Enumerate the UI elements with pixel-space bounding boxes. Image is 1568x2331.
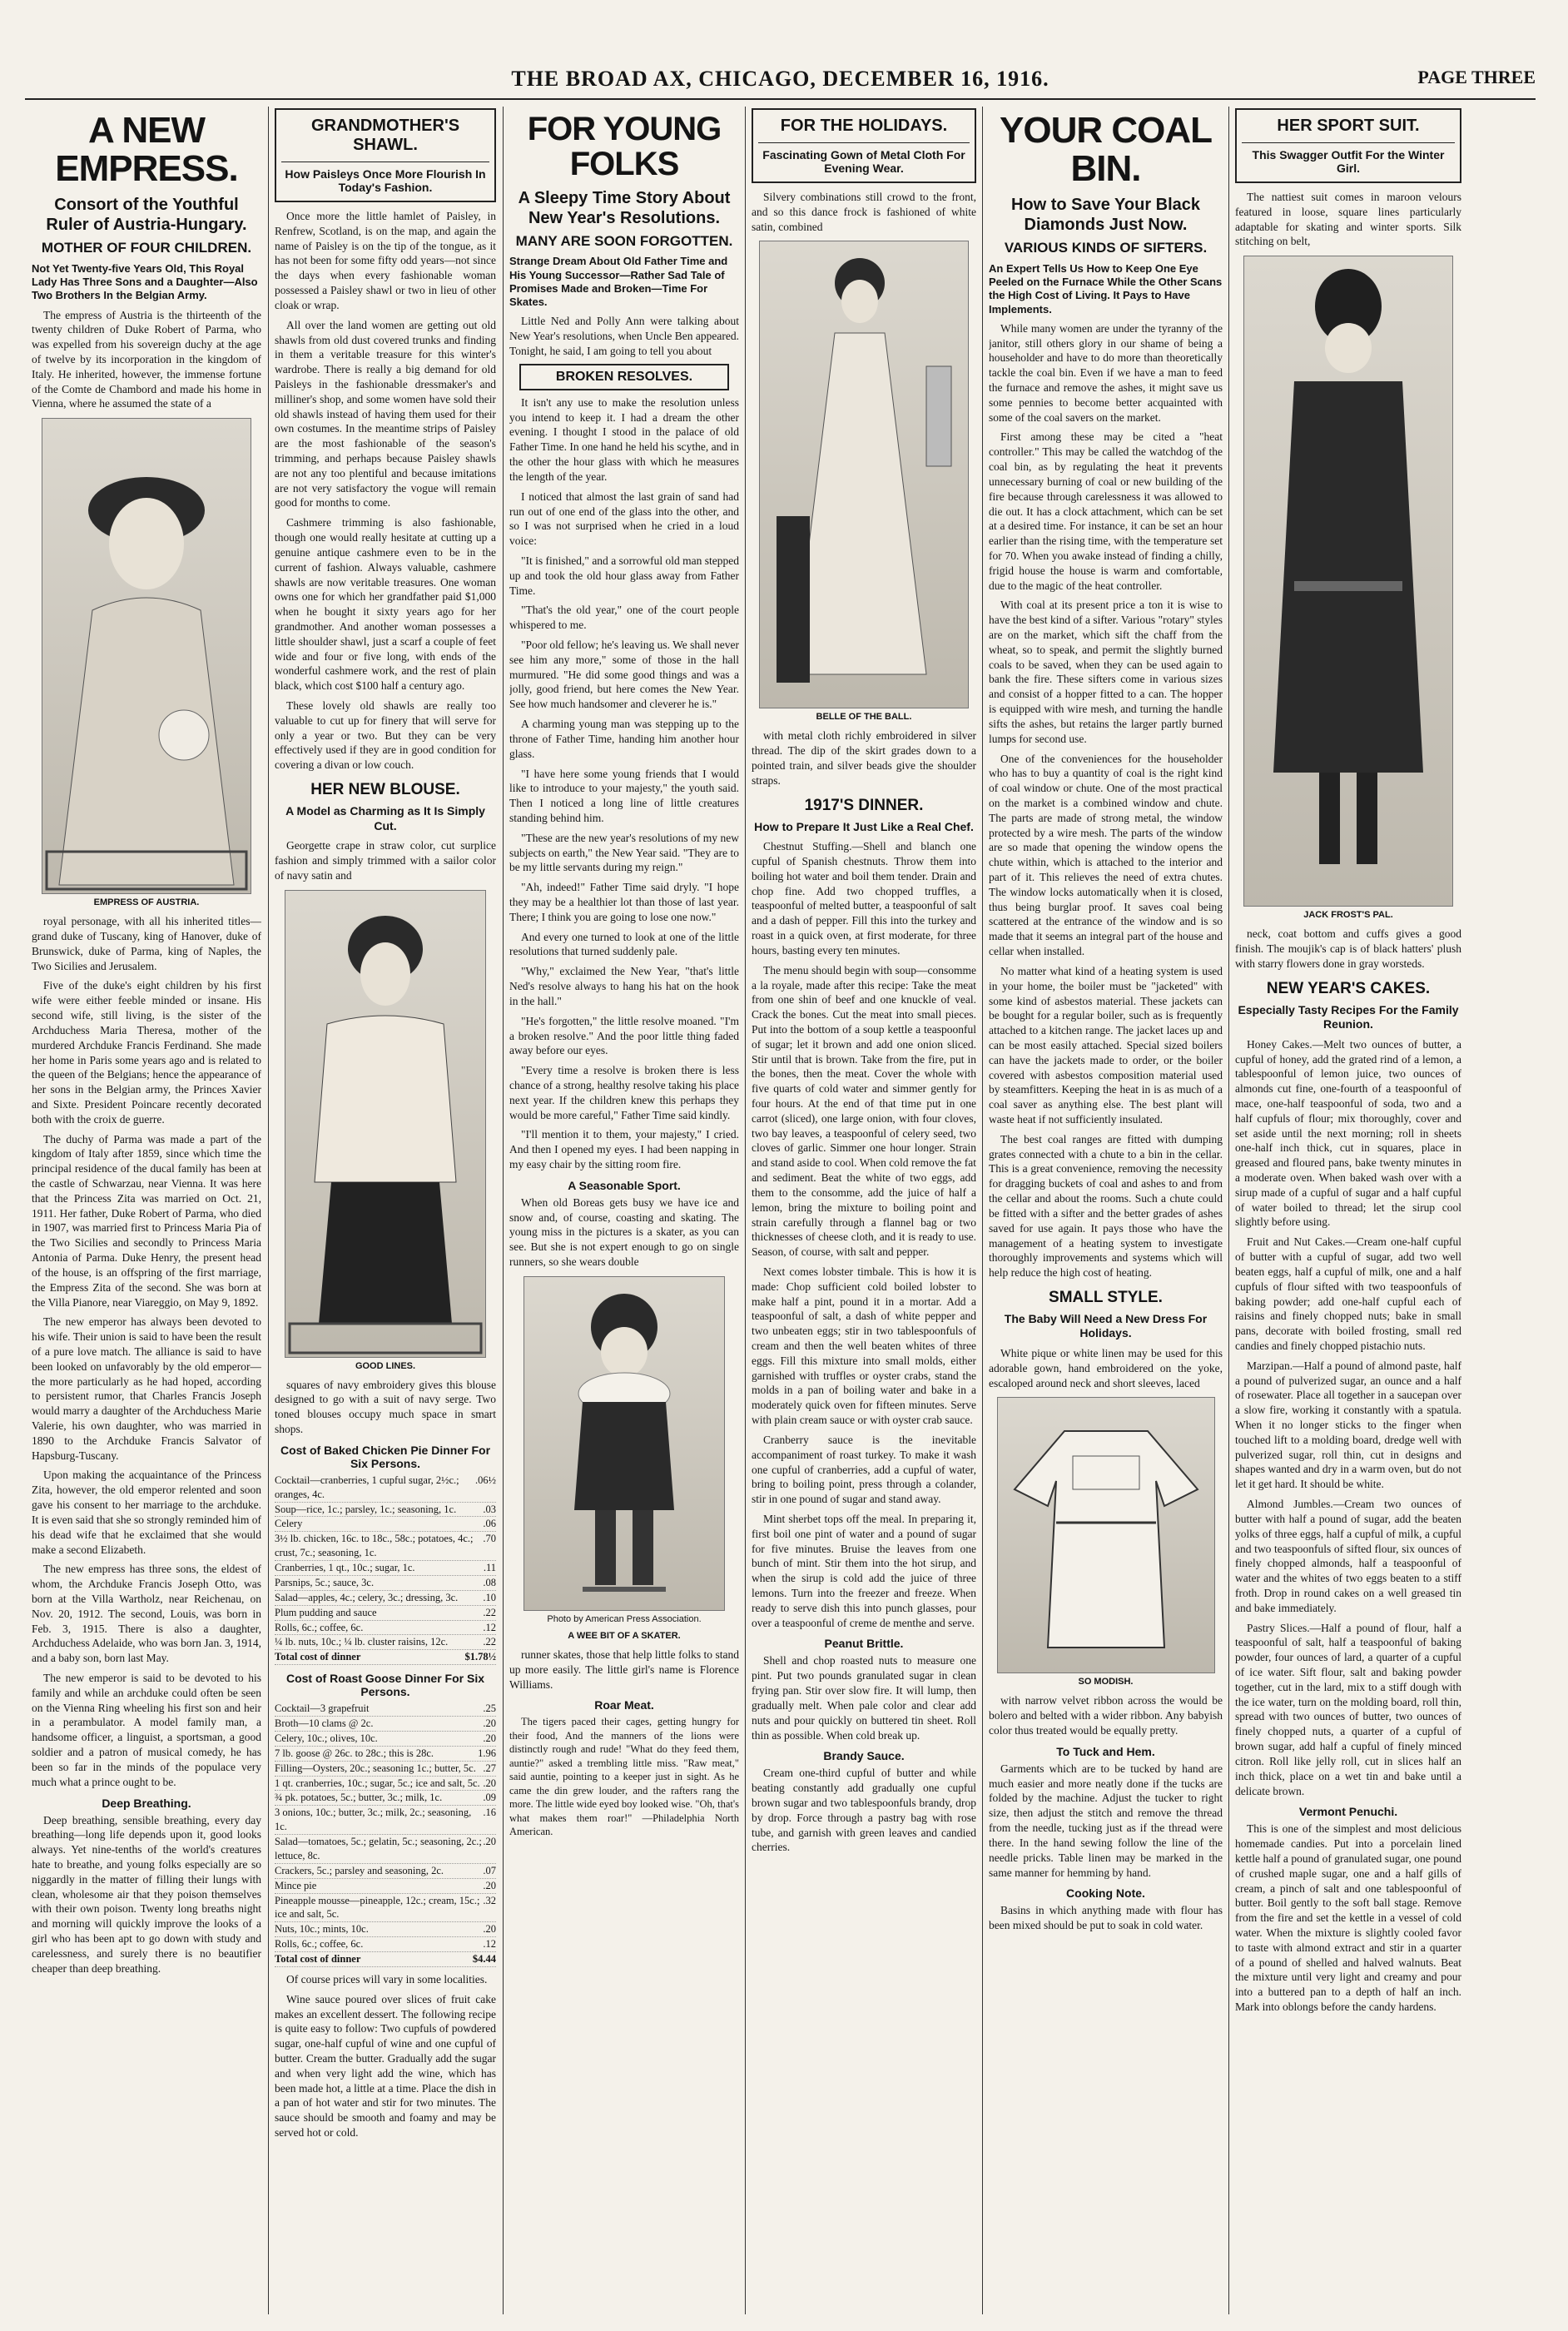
paragraph: Cream one-third cupful of butter and while beating constantly add gradually one cupful brown sugar and two tablespoonfuls brandy, drop by drop. Force through a pastry bag with rose tube, and garnish with green leaves and candied cherries. bbox=[752, 1767, 976, 1854]
paragraph: with narrow velvet ribbon across the would be bolero and belted with a wider ribbon. Any babyish color thus treated would be equally pretty. bbox=[989, 1694, 1223, 1737]
paragraph: And every one turned to look at one of the little resolutions that turned suddenly pale. bbox=[509, 930, 739, 958]
table-row bbox=[275, 1894, 496, 1923]
caption: EMPRESS OF AUSTRIA. bbox=[93, 897, 200, 908]
subheading: A Seasonable Sport. bbox=[568, 1178, 681, 1192]
item-cost: 1.96 bbox=[478, 1747, 496, 1759]
evening-gown-image bbox=[759, 241, 969, 708]
paragraph: "I have here some young friends that I would like to introduce to your majesty," the youth said. Then I noticed a long line of little creatures standing behind him. bbox=[509, 767, 739, 824]
baby-dress-image bbox=[997, 1397, 1215, 1673]
paragraph: The new empress has three sons, the eldest of whom, the Archduke Francis Joseph Otto, was born at the Villa Wartholz, near Reichenau, on Nov. 20, 1912. The second, Louis, was born in Feb. 3, 1915. There is also a daughter, Archduchess Adelaide, who was born Jan. 3, 1914, and a baby son, born last May. bbox=[32, 1563, 261, 1665]
total-cost: $1.78½ bbox=[464, 1651, 496, 1663]
column-rule bbox=[982, 107, 983, 2314]
paragraph: The new emperor is said to be devoted to his family and while an archduke could often be seen on the Vienna Ring wheeling his first son and heir in a perambulator. A model family man, a handsome officer, a linguist, a sportsman, a good soldier and a patron of musical comedy, he has been so far in the minds of the populace very much what a prince ought to be. bbox=[32, 1672, 261, 1788]
paragraph: Georgette crape in straw color, cut surplice fashion and simply trimmed with a sailor color of navy satin and bbox=[275, 839, 496, 882]
headline-her-sport-suit: HER SPORT SUIT. bbox=[1277, 117, 1420, 135]
deck: This Swagger Outfit For the Winter Girl. bbox=[1242, 142, 1455, 175]
paragraph: Marzipan.—Half a pound of almond paste, half a pound of pulverized sugar, an ounce and a half of rosewater. Place all together in a saucepan over a slow fire, working it constantly with a spatula. When it no longer sticks to the finger when touched lift to a molding board, dredge well with pulverized sugar, roll thin, cut in designs and shapes wanted and dry in a warm oven, but do not let it get hard. It should be white. bbox=[1235, 1359, 1461, 1491]
empress-portrait-image bbox=[42, 418, 251, 894]
deck: MANY ARE SOON FORGOTTEN. bbox=[515, 233, 733, 249]
item-cost: .07 bbox=[483, 1864, 496, 1876]
paragraph: squares of navy embroidery gives this blouse designed to go with a suit of navy serge. Two toned blouses occupy much space in smart shops. bbox=[275, 1378, 496, 1435]
item-name: Broth—10 clams @ 2c. bbox=[275, 1717, 374, 1729]
headline-box bbox=[1235, 108, 1461, 183]
paragraph: royal personage, with all his inherited titles—grand duke of Tuscany, king of Hanover, duke of Brunswick, duke of Parma, king of Naples, the Two Sicilies and Jerusalem. bbox=[32, 915, 261, 972]
paragraph: neck, coat bottom and cuffs gives a good finish. The moujik's cap is of black hatters' plush with starry flowers done in gray worsteds. bbox=[1235, 927, 1461, 970]
item-cost: .20 bbox=[483, 1777, 496, 1789]
deck: Fascinating Gown of Metal Cloth For Evening Wear. bbox=[758, 142, 970, 175]
item-name: Filling—Oysters, 20c.; seasoning 1c.; butter, 5c. bbox=[275, 1762, 476, 1774]
column-1 bbox=[32, 107, 261, 2314]
item-name: Mince pie bbox=[275, 1879, 317, 1891]
paragraph: Of course prices will vary in some localities. bbox=[286, 1972, 488, 1986]
paragraph: While many women are under the tyranny of the janitor, still others glory in our shame of being a householder and have to do more than theoretically tackle the coal bin. Even if we have a man to feed the furnace and remove the ashes, it might save us some pennies to become better acquainted with some of the coal savers on the market. bbox=[989, 321, 1223, 424]
item-cost: .06½ bbox=[475, 1474, 496, 1486]
item-cost: .25 bbox=[483, 1702, 496, 1715]
subheading: Brandy Sauce. bbox=[823, 1749, 905, 1763]
paragraph: with metal cloth richly embroidered in silver thread. The dip of the skirt grades down to a pointed train, and silver beads give the shoulder straps. bbox=[752, 729, 976, 787]
poem: The tigers paced their cages, getting hungry for their food, And the manners of the lions were distinctly rough and rude! "What do they feed them, auntie?" asked a trembling little miss. "Raw meat," said auntie, pointing to a keeper just in sight. As he came the din grew louder, and the rafters rang the more. The little wide eyed boy looked wise. "Oh, that's what makes them roar!" —Philadelphia North American. bbox=[509, 1716, 739, 1838]
deck: How Paisleys Once More Flourish In Today's Fashion. bbox=[281, 162, 489, 194]
subheading: 1917'S DINNER. bbox=[804, 796, 924, 814]
item-name: ¾ pk. potatoes, 5c.; butter, 3c.; milk, 1c. bbox=[275, 1792, 443, 1804]
item-name: Celery bbox=[275, 1518, 303, 1530]
masthead-title: THE BROAD AX, CHICAGO, DECEMBER 16, 1916. bbox=[511, 67, 1049, 91]
caption: BELLE OF THE BALL. bbox=[816, 712, 912, 723]
column-rule bbox=[503, 107, 504, 2314]
item-cost: .12 bbox=[483, 1621, 496, 1633]
paragraph: Garments which are to be tucked by hand are much easier and more neatly done if the tucks are folded by the machine. Adjust the tucker to right size, then adjust the stitch and remove the thread from the needle, tucking just as if the thread were there. In the hand sewing follow the line of the needle pricks. Table linen may be marked in the same manner for hemming by hand. bbox=[989, 1762, 1223, 1879]
deck: A Model as Charming as It Is Simply Cut. bbox=[285, 804, 485, 832]
paragraph: White pique or white linen may be used for this adorable gown, hand embroidered on the yoke, escaloped around neck and short sleeves, laced bbox=[989, 1346, 1223, 1389]
table-title: Cost of Baked Chicken Pie Dinner For Six Persons. bbox=[280, 1443, 491, 1470]
paragraph: Once more the little hamlet of Paisley, in Renfrew, Scotland, is on the map, and again the name of Paisley is on the tip of the tongue, as it has not been for some fifty odd years—not since the days when every fashionable woman possessed a Paisley shawl or two in lieu of other cloak or wrap. bbox=[275, 210, 496, 311]
paragraph: All over the land women are getting out old shawls from old dust covered trunks and finding in them a veritable treasure for this winter's wardrobe. There is really a big demand for old Paisleys in the fashionable dressmaker's and milliner's shop, and some women have sold their old shawls instead of having them used for their own costumes. In the meantime strips of Paisley are the most fashionable of the season's trimming, and perhaps because Paisley shawls are not any too plentiful and because imitations are not very satisfactory the vogue will remain good for months to come. bbox=[275, 318, 496, 509]
subheading: HER NEW BLOUSE. bbox=[310, 781, 460, 799]
item-name: Parsnips, 5c.; sauce, 3c. bbox=[275, 1576, 375, 1588]
table-row bbox=[275, 1606, 496, 1621]
paragraph: These lovely old shawls are really too valuable to cut up for finery that will serve for only a year or two. But they can be very effectively used if they are in good condition for covering a divan or low couch. bbox=[275, 699, 496, 772]
boxed-subheading: BROKEN RESOLVES. bbox=[519, 364, 729, 390]
item-cost: .09 bbox=[483, 1792, 496, 1804]
paragraph: runner skates, those that help little folks to stand up more easily. The little girl's name is Florence Williams. bbox=[509, 1648, 739, 1691]
paragraph: Little Ned and Polly Ann were talking about New Year's resolutions, when Uncle Ben appeared. Tonight, he said, I am going to tell you about bbox=[509, 315, 739, 358]
total-label: Total cost of dinner bbox=[275, 1651, 361, 1663]
item-cost: .20 bbox=[483, 1923, 496, 1936]
paragraph: "Ah, indeed!" Father Time said dryly. "I hope they may be a healthier lot than those of last year. There; I think you are going to lose one now." bbox=[509, 881, 739, 923]
child-skater-image bbox=[523, 1276, 725, 1611]
paragraph: Silvery combinations still crowd to the front, and so this dance frock is fashioned of white satin, combined bbox=[752, 191, 976, 233]
item-cost: .20 bbox=[483, 1732, 496, 1744]
item-name: Salad—apples, 4c.; celery, 3c.; dressing, 3c. bbox=[275, 1591, 459, 1603]
column-5 bbox=[989, 107, 1223, 2314]
item-cost: .20 bbox=[483, 1836, 496, 1847]
paragraph: The menu should begin with soup—consomme a la royale, made after this recipe: Take the meat from one shin of beef and one knuckle of veal. Crack the bones. Cut the meat into small pieces. Put into the bottom of a soup kettle a teaspoonful of sugar; let it brown and add one onion sliced. Stir until that is brown. Take from the fire, put in the bones, then the meat. Cover the whole with five quarts of cold water and simmer gently for four hours. At the end of that time put in one carrot (sliced), one large onion, with four cloves, two bay leaves, a teaspoonful of celery seed, two cloves of garlic. Simmer one hour longer. Strain and stand aside to cool. When cold remove the fat and sediment. Beat the white of two eggs, add them to the consomme, add the juice of half a lemon, bring the mixture to boiling point and strain carefully through a flannel bag or two thicknesses of cheese cloth, and it is ready to use. Season, of course, with salt and pepper. bbox=[752, 963, 976, 1259]
paragraph: "Why," exclaimed the New Year, "that's little Ned's resolve always to hang his hat on the hook in the hall." bbox=[509, 965, 739, 1007]
paragraph: The nattiest suit comes in maroon velours featured in loose, square lines particularly adaptable for skating and winter sports. Silk stitching on belt, bbox=[1235, 191, 1461, 248]
item-name: Celery, 10c.; olives, 10c. bbox=[275, 1732, 378, 1744]
item-cost: .06 bbox=[483, 1518, 496, 1530]
blouse-model-image bbox=[285, 890, 486, 1358]
total-label: Total cost of dinner bbox=[275, 1953, 361, 1965]
table-row bbox=[275, 1517, 496, 1532]
paragraph: "He's forgotten," the little resolve moaned. "I'm a broken resolve." And the poor little thing faded away before our eyes. bbox=[509, 1014, 739, 1057]
headline-for-the-holidays: FOR THE HOLIDAYS. bbox=[780, 117, 948, 135]
column-6 bbox=[1235, 107, 1461, 2314]
table-row bbox=[275, 1702, 496, 1717]
paragraph: This is one of the simplest and most delicious homemade candies. Put into a porcelain lined kettle half a pound of granulated sugar, one pound of crushed maple sugar, one and a half gills of cream, a pinch of salt and one tablespoonful of butter. Boil gently to the soft ball stage. Remove from the fire and set the kettle in a vessel of cold water. When the mixture is slightly cooled favor to taste with almond extract and stir in a quarter of a pound of shelled and halved walnuts. Beat the mixture until very light and creamy and pour into a buttered pan to a depth of half an inch. Mark into oblongs before the candy hardens. bbox=[1235, 1822, 1461, 2014]
item-cost: .20 bbox=[483, 1717, 496, 1729]
paragraph: One of the conveniences for the householder who has to buy a quantity of coal is the right kind of coal window or chute. One of the most practical on the market is a combined window and chute. The parts are made of strong metal, the window protected by a wire mesh. The parts of the window are so made that opening the window opens the chute within, which is attached to the interior and part of it. This relieves the need of extra chutes. The window locks automatically when it is closed, thus being burglar proof. It saves coal being scattered at the entrance of the window and is so made that it seems an integral part of the house and cellar when installed. bbox=[989, 752, 1223, 958]
deck: Especially Tasty Recipes For the Family Reunion. bbox=[1238, 1002, 1459, 1031]
item-name: 1 qt. cranberries, 10c.; sugar, 5c.; ice and salt, 5c. bbox=[275, 1777, 480, 1789]
paragraph: Chestnut Stuffing.—Shell and blanch one cupful of Spanish chestnuts. Throw them into boiling hot water and boil them tender. Drain and chop fine. Add two chopped truffles, a teaspoonful of melted butter, a teaspoonful of salt and a dash of pepper. Fill this into the turkey and roast in a quick oven, at first moderate, for three hours, basting every ten minutes. bbox=[752, 840, 976, 957]
item-name: Cocktail—3 grapefruit bbox=[275, 1702, 370, 1715]
table-row bbox=[275, 1747, 496, 1762]
column-4 bbox=[752, 107, 976, 2314]
roast-goose-cost-table bbox=[275, 1702, 496, 1967]
subheading: To Tuck and Hem. bbox=[1056, 1744, 1155, 1758]
paragraph: Upon making the acquaintance of the Princess Zita, however, the old emperor relented and soon gave his consent to her marriage to the archduke. It is even said that she so strongly reminded him of his dead wife that he exclaimed that she would make a second Elizabeth. bbox=[32, 1469, 261, 1556]
item-cost: .08 bbox=[483, 1576, 496, 1588]
caption: A WEE BIT OF A SKATER. bbox=[568, 1630, 681, 1641]
sport-suit-image bbox=[1243, 256, 1453, 907]
paragraph: Cranberry sauce is the inevitable accompaniment of roast turkey. To make it wash one cupful of cranberries, add a cupful of water, bring to boiling point, press through a colander, stir in one pound of sugar and stand away. bbox=[752, 1433, 976, 1506]
paragraph: The best coal ranges are fitted with dumping grates connected with a chute to a bin in the cellar. This is a great convenience, removing the necessity for dragging buckets of coal and ashes to and from the cellar and about the rooms. Such a chute could be fitted with a sifter and the better grades of ashes saved for use again. It pays those who have the management of a heating system to investigate thoroughly improvements and systems which will help reduce the high cost of heating. bbox=[989, 1132, 1223, 1280]
paragraph: "These are the new year's resolutions of my new subjects on earth," the New Year said. "They are to be my little servants during my reign." bbox=[509, 831, 739, 874]
headline-your-coal-bin: YOUR COAL BIN. bbox=[1000, 110, 1212, 190]
item-name: 7 lb. goose @ 26c. to 28c.; this is 28c. bbox=[275, 1747, 434, 1759]
paragraph: Fruit and Nut Cakes.—Cream one-half cupful of butter with a cupful of sugar, add two well beaten eggs, half a cupful of milk, one and a half cupfuls of flour sifted with two teaspoonfuls of baking powder; add one-half cupful each of raisins and finely chopped nuts; bake in small pans, decorate with boiled frosting, small red candies and finely chopped pistachio nuts. bbox=[1235, 1235, 1461, 1352]
caption: GOOD LINES. bbox=[355, 1360, 416, 1371]
item-cost: .22 bbox=[483, 1636, 496, 1648]
column-rule bbox=[745, 107, 746, 2314]
deck: MOTHER OF FOUR CHILDREN. bbox=[41, 240, 252, 256]
item-name: Cocktail—cranberries, 1 cupful sugar, 2½c.; oranges, 4c. bbox=[275, 1474, 459, 1500]
item-cost: .12 bbox=[483, 1938, 496, 1951]
deck: Not Yet Twenty-five Years Old, This Royal Lady Has Three Sons and a Daughter—Also Two Brothers In the Belgian Army. bbox=[32, 261, 258, 302]
deck: Strange Dream About Old Father Time and His Young Successor—Rather Sad Tale of Promises Made and Broken—Time For Skates. bbox=[509, 255, 728, 309]
paragraph: Mint sherbet tops off the meal. In preparing it, first boil one pint of water and a pound of sugar for five minutes. Bruise the leaves from one bunch of mint. Stir them into the hot sirup, and when the sirup is cold add the juice of three lemons. Turn into the freezer and freeze. When ready to serve dish this into punch glasses, pour over a teaspoonful of creme de menthe and serve. bbox=[752, 1512, 976, 1629]
subheading: SMALL STYLE. bbox=[1049, 1288, 1163, 1306]
table-row bbox=[275, 1732, 496, 1747]
table-total-row bbox=[275, 1650, 496, 1665]
paragraph: "That's the old year," one of the court people whispered to me. bbox=[509, 604, 739, 632]
item-cost: .16 bbox=[483, 1807, 496, 1819]
chicken-pie-cost-table bbox=[275, 1474, 496, 1665]
paragraph: Deep breathing, sensible breathing, every day breathing—long life depends upon it, good looks always. Yet nine-tenths of the world's creatures hate to breathe, and young folks especially are so niggardly in the matter of filling their lungs with clean, wholesome air that they poison themselves with their own poison. Twenty long breaths night and morning will quickly improve the looks of a girl who has been apt to go down with study and carelessness, and surely there is no beautifier cheaper than deep breathing. bbox=[32, 1813, 261, 1975]
paragraph: Shell and chop roasted nuts to measure one pint. Put two pounds granulated sugar in clean frying pan. Stir over slow fire. It will lump, then gradually melt. When pale color and clear add nuts and pour quickly on buttered tin sheet. Roll thin as possible. When cold break up. bbox=[752, 1654, 976, 1742]
subheading: Roar Meat. bbox=[594, 1698, 654, 1712]
paragraph: First among these may be cited a "heat controller." This may be called the watchdog of the coal bin, as by regulating the heat it prevents unnecessary burning of coal or new building of the fire because through carelessness it was allowed to die out. It has a clock attachment, which can be set at a desired time. For instance, it can be set an hour earlier than the rising time, with the temperature set for 70. When you awake instead of finding a chilly, frigid house the house is warm and comfortable, due to the magic of the heat controller. bbox=[989, 430, 1223, 592]
deck: The Baby Will Need a New Dress For Holidays. bbox=[1004, 1311, 1208, 1340]
item-name: 3½ lb. chicken, 16c. to 18c., 58c.; potatoes, 4c.; crust, 7c.; seasoning, 1c. bbox=[275, 1533, 474, 1559]
subheading: Deep Breathing. bbox=[102, 1796, 191, 1810]
item-cost: .10 bbox=[483, 1591, 496, 1603]
paragraph: It isn't any use to make the resolution unless you intend to keep it. I had a dream the other evening. I thought I stood in the palace of old Father Time. In one hand he held his scythe, and in the other the hour glass with which he measures the length of the year. bbox=[509, 395, 739, 483]
table-row bbox=[275, 1621, 496, 1636]
paragraph: Cashmere trimming is also fashionable, though one would really hesitate at cutting up a genuine antique cashmere even to be in the current of fashion. Always valuable, cashmere shawls are now veritable treasures. One woman owns one for which her grandfather paid $1,000 when he bought it sixty years ago for her grandmother. And another woman possesses a little shoulder shawl, just a scarf a couple of feet wide and four or five long, with ends of the wonderful cashmere work, and the rest of plain black, which cost $100 half a century ago. bbox=[275, 516, 496, 693]
paragraph: Basins in which anything made with flour has been mixed should be put to soak in cold water. bbox=[989, 1904, 1223, 1932]
paragraph: Next comes lobster timbale. This is how it is made: Chop sufficient cold boiled lobster to make half a pint, pound it in a mortar. Add a teaspoonful of salt, a dash of white pepper and two unbeaten eggs; stir in two tablespoonfuls of cream and then the well beaten whites of three eggs. Fill this mixture into small molds, either garnished with truffles or oyster crabs, stand the molds in a pan of boiling water and bake in a moderately quick oven for fifteen minutes. Serve with plain cream sauce or with oyster crab sauce. bbox=[752, 1265, 976, 1427]
item-name: 3 onions, 10c.; butter, 3c.; milk, 2c.; seasoning, 1c. bbox=[275, 1807, 472, 1833]
deck: How to Prepare It Just Like a Real Chef. bbox=[754, 819, 974, 833]
table-row bbox=[275, 1777, 496, 1792]
item-name: Rolls, 6c.; coffee, 6c. bbox=[275, 1621, 364, 1633]
column-3 bbox=[509, 107, 739, 2314]
item-name: Crackers, 5c.; parsley and seasoning, 2c. bbox=[275, 1864, 444, 1876]
headline-box bbox=[752, 108, 976, 183]
table-row bbox=[275, 1561, 496, 1576]
deck: An Expert Tells Us How to Keep One Eye Peeled on the Furnace While the Other Scans the High Cost of Living. It Pays to Have Implements. bbox=[989, 261, 1223, 316]
table-row bbox=[275, 1635, 496, 1650]
table-row bbox=[275, 1591, 496, 1606]
item-name: Salad—tomatoes, 5c.; gelatin, 5c.; seasoning, 2c.; lettuce, 8c. bbox=[275, 1836, 482, 1861]
table-total-row bbox=[275, 1952, 496, 1967]
table-row bbox=[275, 1937, 496, 1952]
paragraph: "I'll mention it to them, your majesty," I cried. And then I opened my eyes. I had been napping in my easy chair by the sitting room fire. bbox=[509, 1128, 739, 1171]
table-row bbox=[275, 1503, 496, 1518]
item-cost: .20 bbox=[483, 1879, 496, 1891]
subheading: Vermont Penuchi. bbox=[1298, 1805, 1398, 1819]
table-title: Cost of Roast Goose Dinner For Six Persons. bbox=[285, 1672, 485, 1699]
item-name: Cranberries, 1 qt., 10c.; sugar, 1c. bbox=[275, 1562, 415, 1573]
paragraph: With coal at its present price a ton it is wise to have the best kind of a sifter. Various "rotary" styles are on the market, which sift the chaff from the wheat, so to speak, and permit the slightly burned coals to be saved, when they can be used again to bank the fire. These sifters come in various sizes and consist of a hopper fitted to a can. The hopper is equipped with wire mesh, and turning the handle sifts the ashes, but retains the larger partly burned lumps for second use. bbox=[989, 599, 1223, 745]
item-name: Pineapple mousse—pineapple, 12c.; cream, 15c.; ice and salt, 5c. bbox=[275, 1894, 480, 1921]
paragraph: When old Boreas gets busy we have ice and snow and, of course, coasting and skating. The young miss in the pictures is a skater, as you can see. But she is not expert enough to go on single runners, so she wears double bbox=[509, 1195, 739, 1269]
headline-grandmothers-shawl: GRANDMOTHER'S SHAWL. bbox=[310, 117, 460, 154]
item-cost: .70 bbox=[483, 1533, 496, 1545]
paragraph: "Poor old fellow; he's leaving us. We shall never see him any more," some of those in the hall murmured. "He did some good things and was a jolly, good friend, but here comes the New Year. See how much handsomer and cleverer he is." bbox=[509, 639, 739, 711]
page-number: PAGE THREE bbox=[1417, 67, 1536, 87]
item-cost: .11 bbox=[483, 1562, 496, 1573]
column-2 bbox=[275, 107, 496, 2314]
deck: Consort of the Youthful Ruler of Austria-Hungary. bbox=[46, 196, 247, 235]
deck: VARIOUS KINDS OF SIFTERS. bbox=[1004, 240, 1208, 256]
subheading: NEW YEAR'S CAKES. bbox=[1266, 979, 1431, 997]
deck: How to Save Your Black Diamonds Just Now. bbox=[1010, 196, 1201, 235]
table-row bbox=[275, 1835, 496, 1864]
table-row bbox=[275, 1879, 496, 1894]
headline-new-empress: A NEW EMPRESS. bbox=[55, 110, 238, 190]
table-row bbox=[275, 1864, 496, 1879]
headline-for-young-folks: FOR YOUNG FOLKS bbox=[527, 111, 722, 182]
subheading: Cooking Note. bbox=[1066, 1886, 1145, 1901]
item-name: Plum pudding and sauce bbox=[275, 1606, 377, 1618]
total-cost: $4.44 bbox=[472, 1953, 496, 1965]
paragraph: I noticed that almost the last grain of sand had run out of one end of the glass into the other, and so I was not surprised when he cried in a loud voice: bbox=[509, 490, 739, 548]
paragraph: Wine sauce poured over slices of fruit cake makes an excellent dessert. The following recipe is quite easy to follow: Two cupfuls of powdered sugar, one-half cupful of wine and one cupful of butter. Cream the butter. Gradually add the sugar and when very light add the wine, which has been made hot, a little at a time. Place the dish in a pan of hot water and stir for two minutes. The sauce should be smooth and foamy and may be served hot or cold. bbox=[275, 1992, 496, 2139]
caption: JACK FROST'S PAL. bbox=[1303, 910, 1393, 921]
masthead bbox=[25, 65, 1536, 100]
paragraph: Five of the duke's eight children by his first wife were either feeble minded or insane. His second wife, still living, is the sister of the Archduchess Maria Theresa, mother of the murdered Archduke Francis Ferdinand. She made her home in Paris some years ago and is related to the queen of the Belgians; hence the appearance of her sons in the Belgian army, the Princes Xavier and Sixte. President Poincare recently decorated both with the croix de guerre. bbox=[32, 979, 261, 1126]
paragraph: Pastry Slices.—Half a pound of flour, half a teaspoonful of salt, half a teaspoonful of baking powder, four ounces of lard, a quarter of a cupful of ice water. Sift flour, salt and baking powder together, cut in the lard, mix to a stiff dough with the ice water, turn on the molding board, roll thin, spread with two ounces of butter, two ounces of finely chopped nuts, a quarter of a cupful of brown sugar, add half a cupful of finely minced citron. Roll like jelly roll, cut in slices half an inch thick, place on a wet tin and bake until a delicate brown. bbox=[1235, 1621, 1461, 1797]
item-name: Soup—rice, 1c.; parsley, 1c.; seasoning, 1c. bbox=[275, 1503, 457, 1515]
table-row bbox=[275, 1791, 496, 1806]
table-row bbox=[275, 1474, 496, 1503]
paragraph: The empress of Austria is the thirteenth of the twenty children of Duke Robert of Parma, who was expelled from his sovereign duchy at the age of twelve by its incorporation in the kingdom of Italy. He inherited, however, the immense fortune of the Comte de Chambord and made his home in Vienna, where he assumed the state of a bbox=[32, 308, 261, 410]
item-name: Nuts, 10c.; mints, 10c. bbox=[275, 1923, 369, 1936]
paragraph: Almond Jumbles.—Cream two ounces of butter with half a pound of sugar, add the beaten yolks of three eggs, half a cupful of milk, a cupful and two teaspoonfuls of sifted flour, six ounces of finely chopped almonds, half a teaspoonful of water and the whites of two eggs beaten to a stiff froth. Drop in round cakes on a well greased tin and bake immediately. bbox=[1235, 1498, 1461, 1614]
table-row bbox=[275, 1532, 496, 1561]
paragraph: A charming young man was stepping up to the throne of Father Time, handing him another hour glass. bbox=[509, 718, 739, 760]
table-row bbox=[275, 1806, 496, 1835]
item-cost: .27 bbox=[483, 1762, 496, 1774]
deck: A Sleepy Time Story About New Year's Resolutions. bbox=[518, 189, 731, 227]
paragraph: No matter what kind of a heating system is used in your home, the boiler must be "jacketed" with some kind of asbestos material. These jackets can be bought for a regular boiler, such as is frequently attached to a kitchen range. The jacket laces up and can be most easily attached. Special sized boilers can have the jackets made to order, or the boiler covered with asbestos composition material used by steamfitters. Keeping the heat in is as much of a coal saver as anything else. The best plant will waste heat if not sufficiently insulated. bbox=[989, 964, 1223, 1126]
subheading: Peanut Brittle. bbox=[824, 1637, 904, 1651]
paragraph: The new emperor has always been devoted to his wife. Their union is said to have been the result of a pure love match. The alliance is said to have been looked on unfavorably by the old emperor—the more particularly as he had hoped, according to persistent rumor, that Charles Francis Joseph would marry a daughter of the Archduchess Marie Valerie, his own daughter, who was married in 1890 to the Archduke Francis Salvator of Hapsburg-Tuscany. bbox=[32, 1315, 261, 1462]
headline-box bbox=[275, 108, 496, 202]
column-rule bbox=[1228, 107, 1229, 2314]
table-row bbox=[275, 1717, 496, 1732]
item-name: ¼ lb. nuts, 10c.; ¼ lb. cluster raisins, 12c. bbox=[275, 1636, 449, 1648]
paragraph: "It is finished," and a sorrowful old man stepped up and took the old hour glass away from Father Time. bbox=[509, 554, 739, 597]
table-row bbox=[275, 1576, 496, 1591]
item-name: Rolls, 6c.; coffee, 6c. bbox=[275, 1938, 364, 1951]
photo-credit: Photo by American Press Association. bbox=[547, 1613, 702, 1624]
paragraph: "Every time a resolve is broken there is less chance of a strong, healthy resolve taking his place next year. If the children knew this perhaps they would be more careful," Father Time said kindly. bbox=[509, 1064, 739, 1121]
column-rule bbox=[268, 107, 269, 2314]
paragraph: The duchy of Parma was made a part of the kingdom of Italy after 1859, since which time the principal residence of the ducal family has been at the castle of Schwarzau, near Vienna. It was here that the Princess Zita was married on Oct. 21, 1911. Her father, Duke Robert of Parma, who died in 1907, was married first to Princess Maria Pia of the Two Sicilies and secondly to Princess Maria Antonia of Parma. Duke Henry, the present head of the house, is an offspring of the first marriage, the Empress Zita of the second. She was born at the Villa Pianore, near Viareggio, on May 9, 1892. bbox=[32, 1132, 261, 1309]
item-cost: .32 bbox=[483, 1894, 496, 1906]
table-row bbox=[275, 1922, 496, 1937]
paragraph: Honey Cakes.—Melt two ounces of butter, a cupful of honey, add the grated rind of a lemon, a tablespoonful of lemon juice, two ounces of almonds cut fine, one-fourth of a teaspoonful of mace, one-half teaspoonful of soda, two and a half cupfuls of flour; mix thoroughly, cover and set aside until the next morning; roll in sheets one-half inch thick, cut in squares, place in greased and floured pans, bake twenty minutes in a moderate oven. When baked wash over with a sirup made of a cupful of sugar and a half cupful of water boiled to thread; let the sirup cool slightly before using. bbox=[1235, 1037, 1461, 1229]
table-row bbox=[275, 1762, 496, 1777]
caption: SO MODISH. bbox=[1078, 1677, 1134, 1687]
item-cost: .22 bbox=[483, 1606, 496, 1618]
item-cost: .03 bbox=[483, 1503, 496, 1515]
